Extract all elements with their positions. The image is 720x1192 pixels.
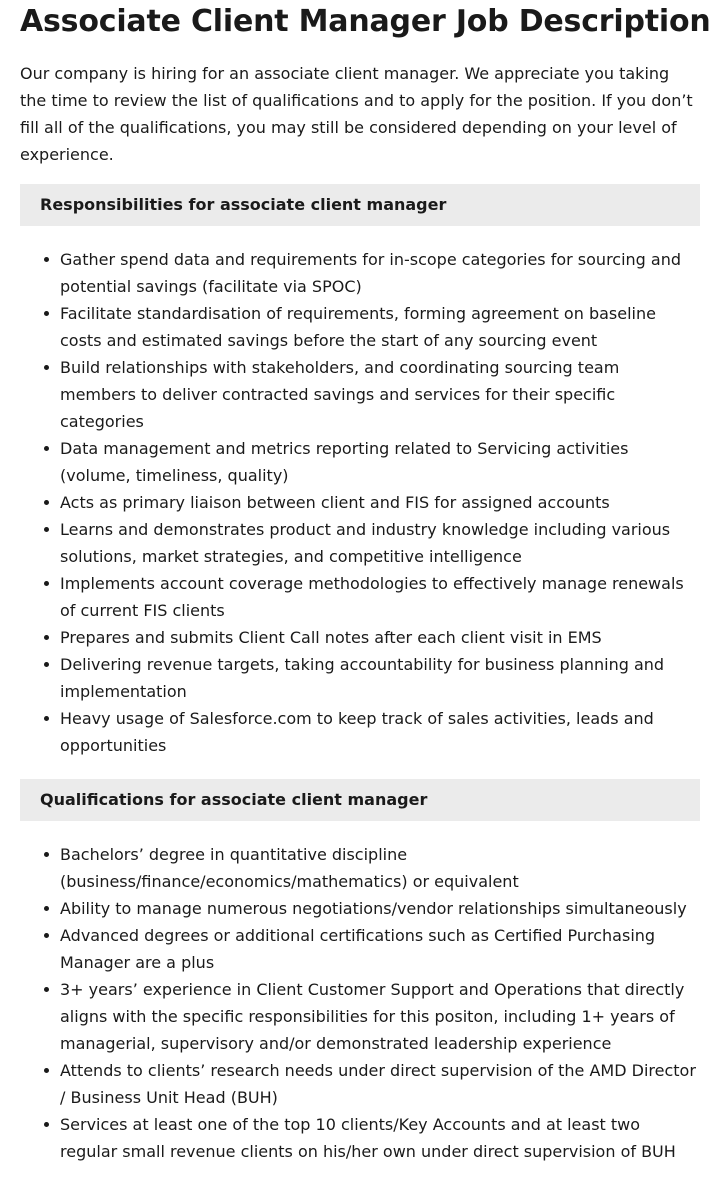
page-title: Associate Client Manager Job Description (20, 4, 711, 39)
list-item: Acts as primary liaison between client and FIS for assigned accounts (60, 489, 700, 516)
qualifications-list (20, 841, 700, 1165)
list-item: Heavy usage of Salesforce.com to keep track of sales activities, leads and opportunities (60, 705, 700, 759)
list-item: Implements account coverage methodologies to effectively manage renewals of current FIS clients (60, 570, 700, 624)
list-item: Gather spend data and requirements for in-scope categories for sourcing and potential savings (facilitate via SPOC) (60, 246, 700, 300)
list-item: Attends to clients’ research needs under direct supervision of the AMD Director / Business Unit Head (BUH) (60, 1057, 700, 1111)
qualifications-heading: Qualifications for associate client manager (20, 779, 700, 821)
list-item: Bachelors’ degree in quantitative discipline (business/finance/economics/mathematics) or equivalent (60, 841, 700, 895)
intro-paragraph: Our company is hiring for an associate client manager. We appreciate you taking the time to review the list of qualifications and to apply for the position. If you don’t fill all of the qualifications, you may still be considered depending on your level of experience. (20, 64, 693, 164)
responsibilities-heading: Responsibilities for associate client manager (20, 184, 700, 226)
list-item: Learns and demonstrates product and industry knowledge including various solutions, market strategies, and competitive intelligence (60, 516, 700, 570)
list-item: Ability to manage numerous negotiations/vendor relationships simultaneously (60, 895, 700, 922)
list-item: Delivering revenue targets, taking accountability for business planning and implementation (60, 651, 700, 705)
list-item: Advanced degrees or additional certifications such as Certified Purchasing Manager are a plus (60, 922, 700, 976)
list-item: Facilitate standardisation of requirements, forming agreement on baseline costs and estimated savings before the start of any sourcing event (60, 300, 700, 354)
list-item: Data management and metrics reporting related to Servicing activities (volume, timeliness, quality) (60, 435, 700, 489)
list-item: 3+ years’ experience in Client Customer Support and Operations that directly aligns with the specific responsibilities for this positon, including 1+ years of managerial, supervisory and/or demonstrated leadership experience (60, 976, 700, 1057)
list-item: Build relationships with stakeholders, and coordinating sourcing team members to deliver contracted savings and services for their specific categories (60, 354, 700, 435)
responsibilities-list (20, 246, 700, 759)
list-item: Services at least one of the top 10 clients/Key Accounts and at least two regular small revenue clients on his/her own under direct supervision of BUH (60, 1111, 700, 1165)
list-item: Prepares and submits Client Call notes after each client visit in EMS (60, 624, 700, 651)
